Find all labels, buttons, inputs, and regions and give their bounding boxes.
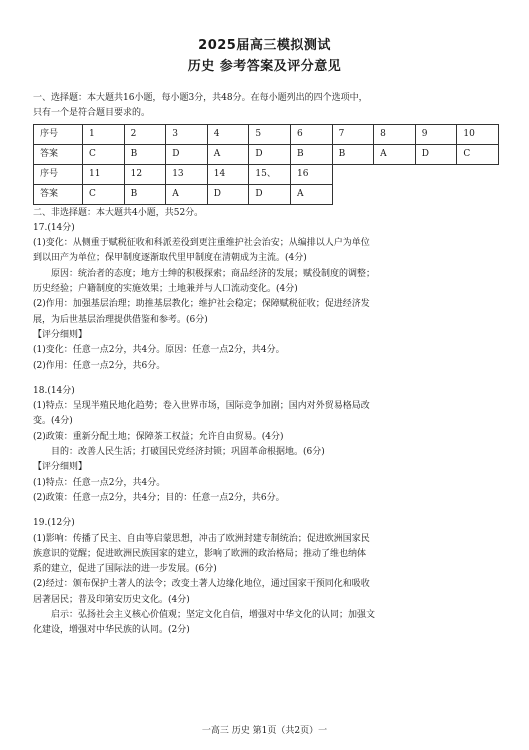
section1-intro-line2: 只有一个是符合题目要求的。 [33,108,151,119]
table-cell: 9 [415,124,457,144]
table-cell: D [207,184,249,204]
section1-intro-line1: 一、选择题：本大题共16小题，每小题3分，共48分。在每小题列出的四个选项中， [33,93,368,103]
table-cell: 3 [166,124,208,144]
table-cell: 4 [207,124,249,144]
table-cell: 8 [374,124,416,144]
table-cell: 14 [207,164,249,184]
table-empty-space [332,184,498,204]
table-cell: D [415,144,457,164]
table-cell: 10 [457,124,499,144]
spacer [33,374,499,384]
document-body [33,91,499,639]
q19-text: 居著居民；普及印第安历史文化。(4分) [33,594,190,605]
table-row-answers-1 [34,144,499,164]
table-cell: 7 [332,124,374,144]
q18-rubric-item: (2)政策：任意一点2分，共4分；目的：任意一点2分，共6分。 [33,492,285,503]
q17-rubric-item: (2)作用：任意一点2分，共6分。 [33,360,166,371]
table-cell: A [207,144,249,164]
table-cell: 6 [290,124,332,144]
table-cell: B [332,144,374,164]
q19-text: 化建设，增强对中华民族的认同。(2分) [33,625,190,636]
q17-rubric-item: (1)变化：任意一点2分，共4分。原因：任意一点2分，共4分。 [33,345,285,356]
answer-table [33,124,499,205]
table-cell: 13 [166,164,208,184]
row-label-answer: 答案 [34,144,83,164]
table-cell: A [374,144,416,164]
table-cell: A [166,184,208,204]
table-cell: 2 [124,124,166,144]
page-footer: 一高三 历史 第1页（共2页）一 [201,726,328,736]
q18-rubric-item: (1)特点：任意一点2分，共4分。 [33,477,166,488]
table-cell: C [457,144,499,164]
q18-rubric-heading: 【评分细则】 [33,462,88,473]
q17-text: 原因：统治者的态度；地方士绅的积极探索；商品经济的发展；赋役制度的调整； [51,268,376,279]
table-cell: 5 [249,124,291,144]
q19-text: 族意识的觉醒；促进欧洲民族国家的建立，影响了欧洲的政治格局；推动了维也纳体 [33,548,367,559]
table-cell: B [124,184,166,204]
table-cell: 16 [290,164,332,184]
row-label-number: 序号 [34,164,83,184]
spacer [33,506,499,516]
q18-text: (1)特点：呈现半殖民地化趋势；卷入世界市场，国际竞争加剧；国内对外贸易格局改 [33,401,370,412]
document-title: 2025届高三模拟测试 [198,38,331,53]
q18-text: 目的：改善人民生活；打破国民党经济封锁；巩固革命根据地。(6分) [51,447,325,458]
table-row-answers-2 [34,184,499,204]
table-cell: B [124,144,166,164]
document-subtitle: 历史 参考答案及评分意见 [187,59,342,74]
q17-text: (1)变化：从侧重于赋税征收和科派差役到更注重维护社会治安；从编排以人户为单位 [33,238,370,249]
q17-heading: 17.(14分) [33,222,75,233]
row-label-answer: 答案 [34,184,83,204]
q17-text: 历史经验；户籍制度的实施效果；土地兼并与人口流动变化。(4分) [33,284,298,295]
q18-text: 变。(4分) [33,416,73,427]
table-cell: 15、 [249,164,291,184]
table-cell: 1 [83,124,125,144]
q18-heading: 18.(14分) [33,385,75,396]
table-cell: C [83,144,125,164]
table-cell: C [83,184,125,204]
q17-rubric-heading: 【评分细则】 [33,329,88,340]
q19-text: (2)经过：颁布保护土著人的法令；改变土著人边缘化地位，通过国家干预同化和吸收 [33,579,370,590]
table-cell: D [249,184,291,204]
q17-text: 展，为后世基层治理提供借鉴和参考。(6分) [33,314,208,325]
table-cell: 12 [124,164,166,184]
q19-heading: 19.(12分) [33,518,75,529]
table-empty-space [332,164,498,184]
q18-text: (2)政策：重新分配土地；保障茶工权益；允许自由贸易。(4分) [33,431,284,442]
q17-text: 到以田产为单位；保甲制度逐渐取代里甲制度在清朝成为主流。(4分) [33,253,307,264]
q19-text: 系的建立，促进了国际法的进一步发展。(6分) [33,564,217,575]
table-row-numbers-2 [34,164,499,184]
q19-text: (1)影响：传播了民主、自由等启蒙思想，冲击了欧洲封建专制统治；促进欧洲国家民 [33,533,370,544]
q19-text: 启示：弘扬社会主义核心价值观；坚定文化自信，增强对中华文化的认同；加强文 [51,610,376,621]
table-cell: A [290,184,332,204]
q17-text: (2)作用：加强基层治理；助推基层教化；维护社会稳定；保障赋税征收；促进经济发 [33,299,370,310]
section2-intro: 二、非选择题：本大题共4小题，共52分。 [33,207,204,218]
table-cell: B [290,144,332,164]
table-cell: D [249,144,291,164]
table-row-numbers-1 [34,124,499,144]
row-label-number: 序号 [34,124,83,144]
table-cell: 11 [83,164,125,184]
table-cell: D [166,144,208,164]
